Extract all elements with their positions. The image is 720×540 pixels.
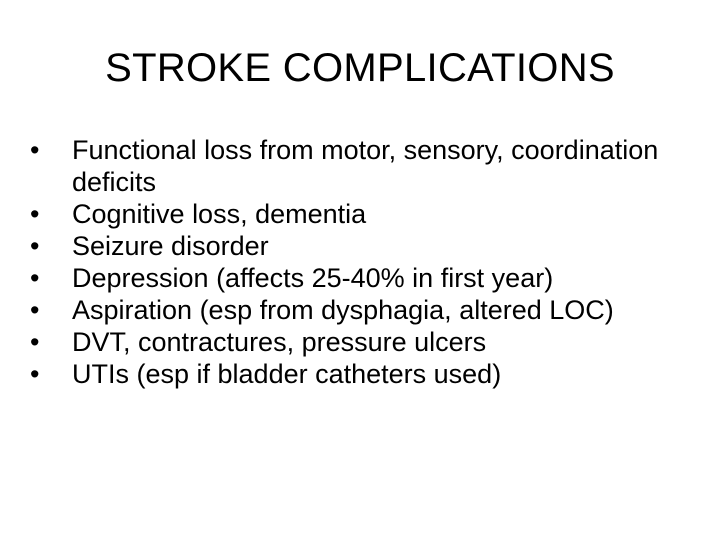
bullet-text: Seizure disorder [72,231,269,261]
bullet-list [28,134,688,390]
bullet-text: Aspiration (esp from dysphagia, altered LOC) [72,295,614,325]
slide-title: STROKE COMPLICATIONS [105,46,615,90]
list-item [28,358,688,390]
bullet-icon: • [30,327,40,357]
bullet-text: Cognitive loss, dementia [72,199,367,229]
bullet-icon: • [30,135,40,165]
list-item [28,230,688,262]
bullet-text: Functional loss from motor, sensory, coordination deficits [72,135,659,197]
bullet-icon: • [30,199,40,229]
bullet-text: DVT, contractures, pressure ulcers [72,327,487,357]
bullet-icon: • [30,263,40,293]
bullet-text: Depression (affects 25-40% in first year) [72,263,554,293]
list-item [28,198,688,230]
bullet-icon: • [30,231,40,261]
list-item [28,326,688,358]
bullet-icon: • [30,295,40,325]
bullet-icon: • [30,359,40,389]
list-item [28,134,688,198]
list-item [28,294,688,326]
list-item [28,262,688,294]
bullet-text: UTIs (esp if bladder catheters used) [72,359,502,389]
